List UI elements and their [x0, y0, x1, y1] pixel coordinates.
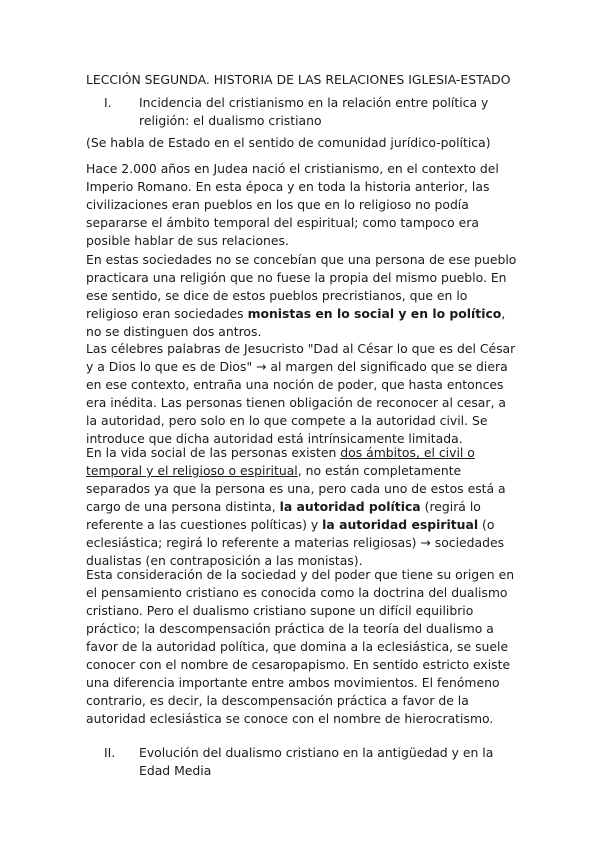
- section-text: Evolución del dualismo cristiano en la antigüedad y en la Edad Media: [139, 745, 494, 778]
- lesson-title: LECCIÓN SEGUNDA. HISTORIA DE LAS RELACIONES IGLESIA-ESTADO: [86, 72, 511, 87]
- paragraph-5: Esta consideración de la sociedad y del poder que tiene su origen en el pensamiento cristiano es conocida como la doctrina del dualismo cristiano. Pero el dualismo cristiano supone un difícil equilibrio práctico; la descompensación práctica de la teoría del dualismo a favor de la autoridad política, que domina a la eclesiástica, se suele conocer con el nombre de cesaropapismo. En sentido estricto existe una diferencia importante entre ambos movimientos. El fenómeno contrario, es decir, la descompensación práctica a favor de la autoridad eclesiástica se conoce con el nombre de hierocratismo.: [86, 567, 515, 726]
- bold-autoridad-espiritual: la autoridad espiritual: [322, 517, 479, 532]
- paragraph-2: En estas sociedades no se concebían que una persona de ese pueblo practicara una religión que no fuese la propia del mismo pueblo. En ese sentido, se dice de estos pueblos precristianos, que en lo religioso eran sociedades monistas en lo social y en lo político, no se distinguen dos antros.: [86, 252, 517, 339]
- state-note: (Se habla de Estado en el sentido de comunidad jurídico-política): [86, 135, 491, 150]
- paragraph-3: Las célebres palabras de Jesucristo "Dad al César lo que es del César y a Dios lo que es de Dios" → al margen del significado que se diera en ese contexto, entraña una noción de poder, que hasta entonces era inédita. Las personas tienen obligación de reconocer al cesar, a la autoridad, pero solo en lo que compete a la autoridad civil. Se introduce que dicha autoridad está intrínsicamente limitada.: [86, 341, 516, 446]
- paragraph-4: En la vida social de las personas existen dos ámbitos, el civil o temporal y el religioso o espiritual, no están completamente separados ya que la persona es una, pero cada uno de estos está a cargo de una persona distinta, la autoridad política (regirá lo referente a las cuestiones políticas) y la autoridad espiritual (o eclesiástica; regirá lo referente a materias religiosas) → sociedades dualistas (en contraposición a las monistas).: [86, 445, 506, 568]
- section-number: I.: [104, 95, 112, 110]
- paragraph-1: Hace 2.000 años en Judea nació el cristianismo, en el contexto del Imperio Romano. En esta época y en toda la historia anterior, las civilizaciones eran pueblos en los que en lo religioso no podía separarse el ámbito temporal del espiritual; como tampoco era posible hablar de sus relaciones.: [86, 161, 499, 248]
- section-text: Incidencia del cristianismo en la relación entre política y religión: el dualismo cristiano: [139, 95, 489, 128]
- underlined-ambitos: dos ámbitos, el civil o temporal y el religioso o espiritual: [86, 445, 475, 478]
- section-number: II.: [104, 745, 116, 760]
- bold-autoridad-politica: la autoridad política: [279, 499, 421, 514]
- bold-monistas: monistas en lo social y en lo político: [247, 306, 502, 321]
